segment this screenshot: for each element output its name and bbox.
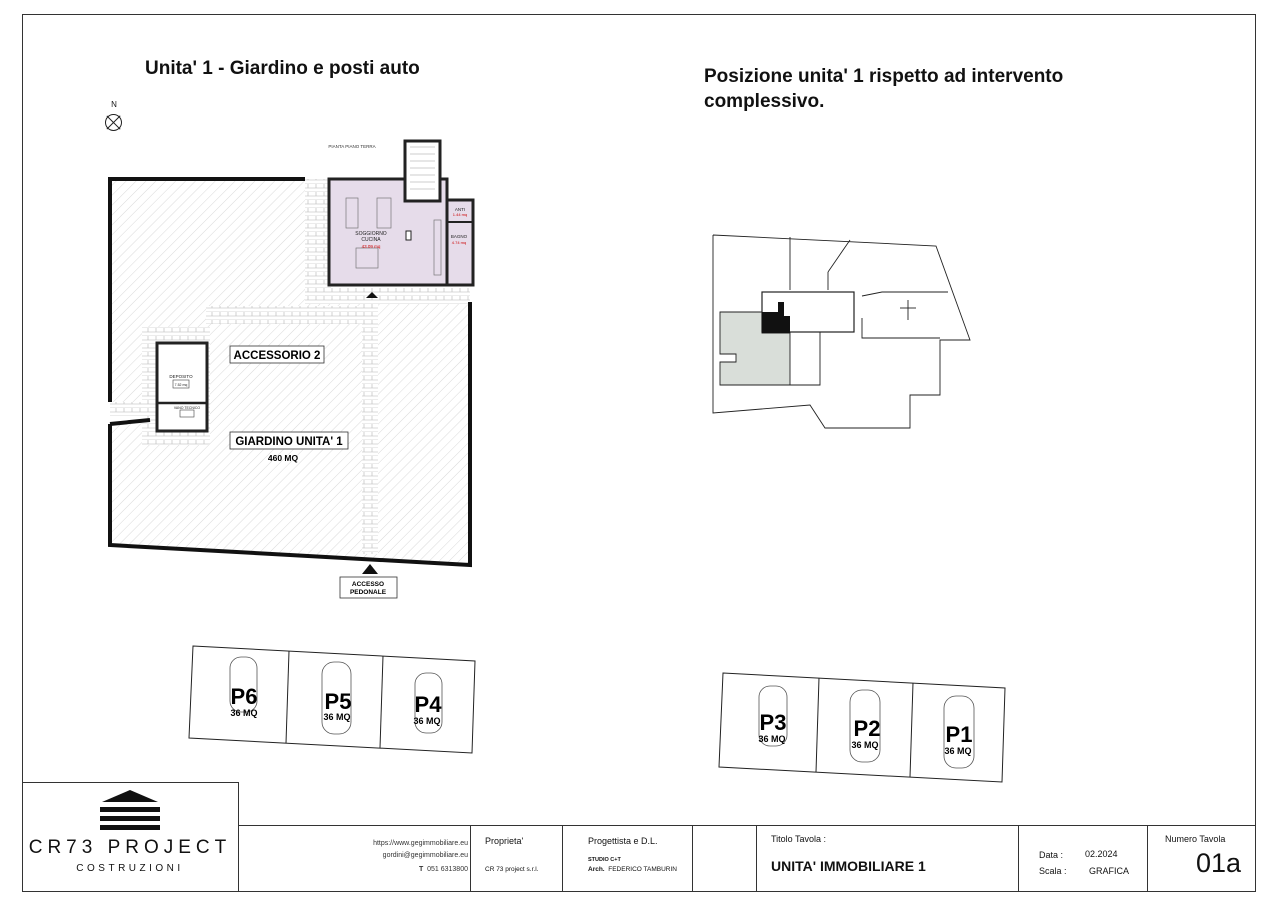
tb-divider-4 xyxy=(756,825,757,892)
tb-divider-1 xyxy=(470,825,471,892)
parking-p4-area: 36 MQ xyxy=(413,716,441,726)
accesso-line2: PEDONALE xyxy=(349,589,387,596)
accessorio-label: ACCESSORIO 2 xyxy=(233,350,321,362)
phone-number: 051 6313800 xyxy=(427,866,468,873)
architect-prefix: Arch. xyxy=(588,866,605,873)
bagno-name: BAGNO xyxy=(450,234,468,239)
scale-label: Scala : xyxy=(1039,866,1067,876)
parking-p6: P6 xyxy=(230,684,258,709)
sheet-number: 01a xyxy=(1196,848,1242,878)
designer-header: Progettista e D.L. xyxy=(588,836,658,846)
sheet-number-header: Numero Tavola xyxy=(1165,834,1226,844)
logo-right-line xyxy=(238,782,239,892)
accesso-line1: ACCESSO xyxy=(351,581,385,588)
tb-divider-3 xyxy=(692,825,693,892)
date-label: Data : xyxy=(1039,850,1064,860)
living-room-area: 43.09 mq xyxy=(361,244,381,249)
tb-divider-2 xyxy=(562,825,563,892)
north-label: N xyxy=(111,100,117,109)
sheet-title-header: Titolo Tavola : xyxy=(771,834,827,844)
accessory-building xyxy=(157,343,207,431)
parking-p3-area: 36 MQ xyxy=(758,734,786,744)
logo-roof-icon xyxy=(100,788,160,830)
parking-p1: P1 xyxy=(945,722,973,747)
paving-walkway xyxy=(362,304,378,554)
studio-name: STUDIO C+T xyxy=(588,857,621,863)
anti-area: 1.44 mq xyxy=(452,212,468,217)
title-block-top-line xyxy=(238,825,1256,826)
date-value: 02.2024 xyxy=(1085,849,1118,859)
parking-p6-area: 36 MQ xyxy=(230,708,258,718)
company-logo xyxy=(22,782,238,892)
logo-name: CR73 PROJECT xyxy=(28,837,232,858)
website-link[interactable]: https://www.gegimmobiliare.eu xyxy=(373,840,468,847)
parking-p3: P3 xyxy=(759,710,787,735)
parking-p5: P5 xyxy=(324,689,352,714)
parking-p2: P2 xyxy=(853,716,881,741)
owner-header: Proprieta' xyxy=(485,836,524,846)
unit-building xyxy=(329,141,473,285)
giardino-label: GIARDINO UNITA' 1 xyxy=(235,436,343,448)
vano-tecnico-name: VANO TECNICO xyxy=(173,406,201,410)
bagno-area: 4.74 mq xyxy=(451,240,467,245)
parking-p5-area: 36 MQ xyxy=(323,712,351,722)
scale-value: GRAFICA xyxy=(1089,866,1130,876)
parking-p4: P4 xyxy=(414,692,442,717)
architect xyxy=(588,866,677,873)
phone xyxy=(419,866,468,873)
tb-divider-6 xyxy=(1147,825,1148,892)
architect-name: FEDERICO TAMBURIN xyxy=(608,866,677,873)
paving-path xyxy=(206,306,362,324)
paving-west xyxy=(305,179,331,302)
deposito-area: 7.52 mq xyxy=(174,383,188,387)
living-room-name: SOGGIORNO xyxy=(355,231,387,237)
phone-label: T xyxy=(418,866,424,873)
tb-divider-5 xyxy=(1018,825,1019,892)
paving-south xyxy=(305,288,470,304)
position-title: Posizione unita' 1 rispetto ad intervento complessivo. xyxy=(704,66,1064,112)
giardino-area: 460 MQ xyxy=(267,453,299,463)
sheet-title: UNITA' IMMOBILIARE 1 xyxy=(771,858,926,874)
owner-value: CR 73 project s.r.l. xyxy=(485,866,539,873)
email-link[interactable]: gordini@gegimmobiliare.eu xyxy=(382,852,468,859)
parking-p2-area: 36 MQ xyxy=(851,740,879,750)
access-arrow xyxy=(362,564,378,574)
paving-accessory-left xyxy=(110,402,150,416)
deposito-name: DEPOSITO xyxy=(169,374,193,379)
anti-name: ANTI xyxy=(454,207,466,212)
floor-label: PIANTA PIANO TERRA xyxy=(328,144,376,149)
logo-subtitle: COSTRUZIONI xyxy=(76,863,184,874)
parking-p1-area: 36 MQ xyxy=(944,746,972,756)
living-room-name2: CUCINA xyxy=(361,237,381,243)
main-title: Unita' 1 - Giardino e posti auto xyxy=(145,58,420,79)
